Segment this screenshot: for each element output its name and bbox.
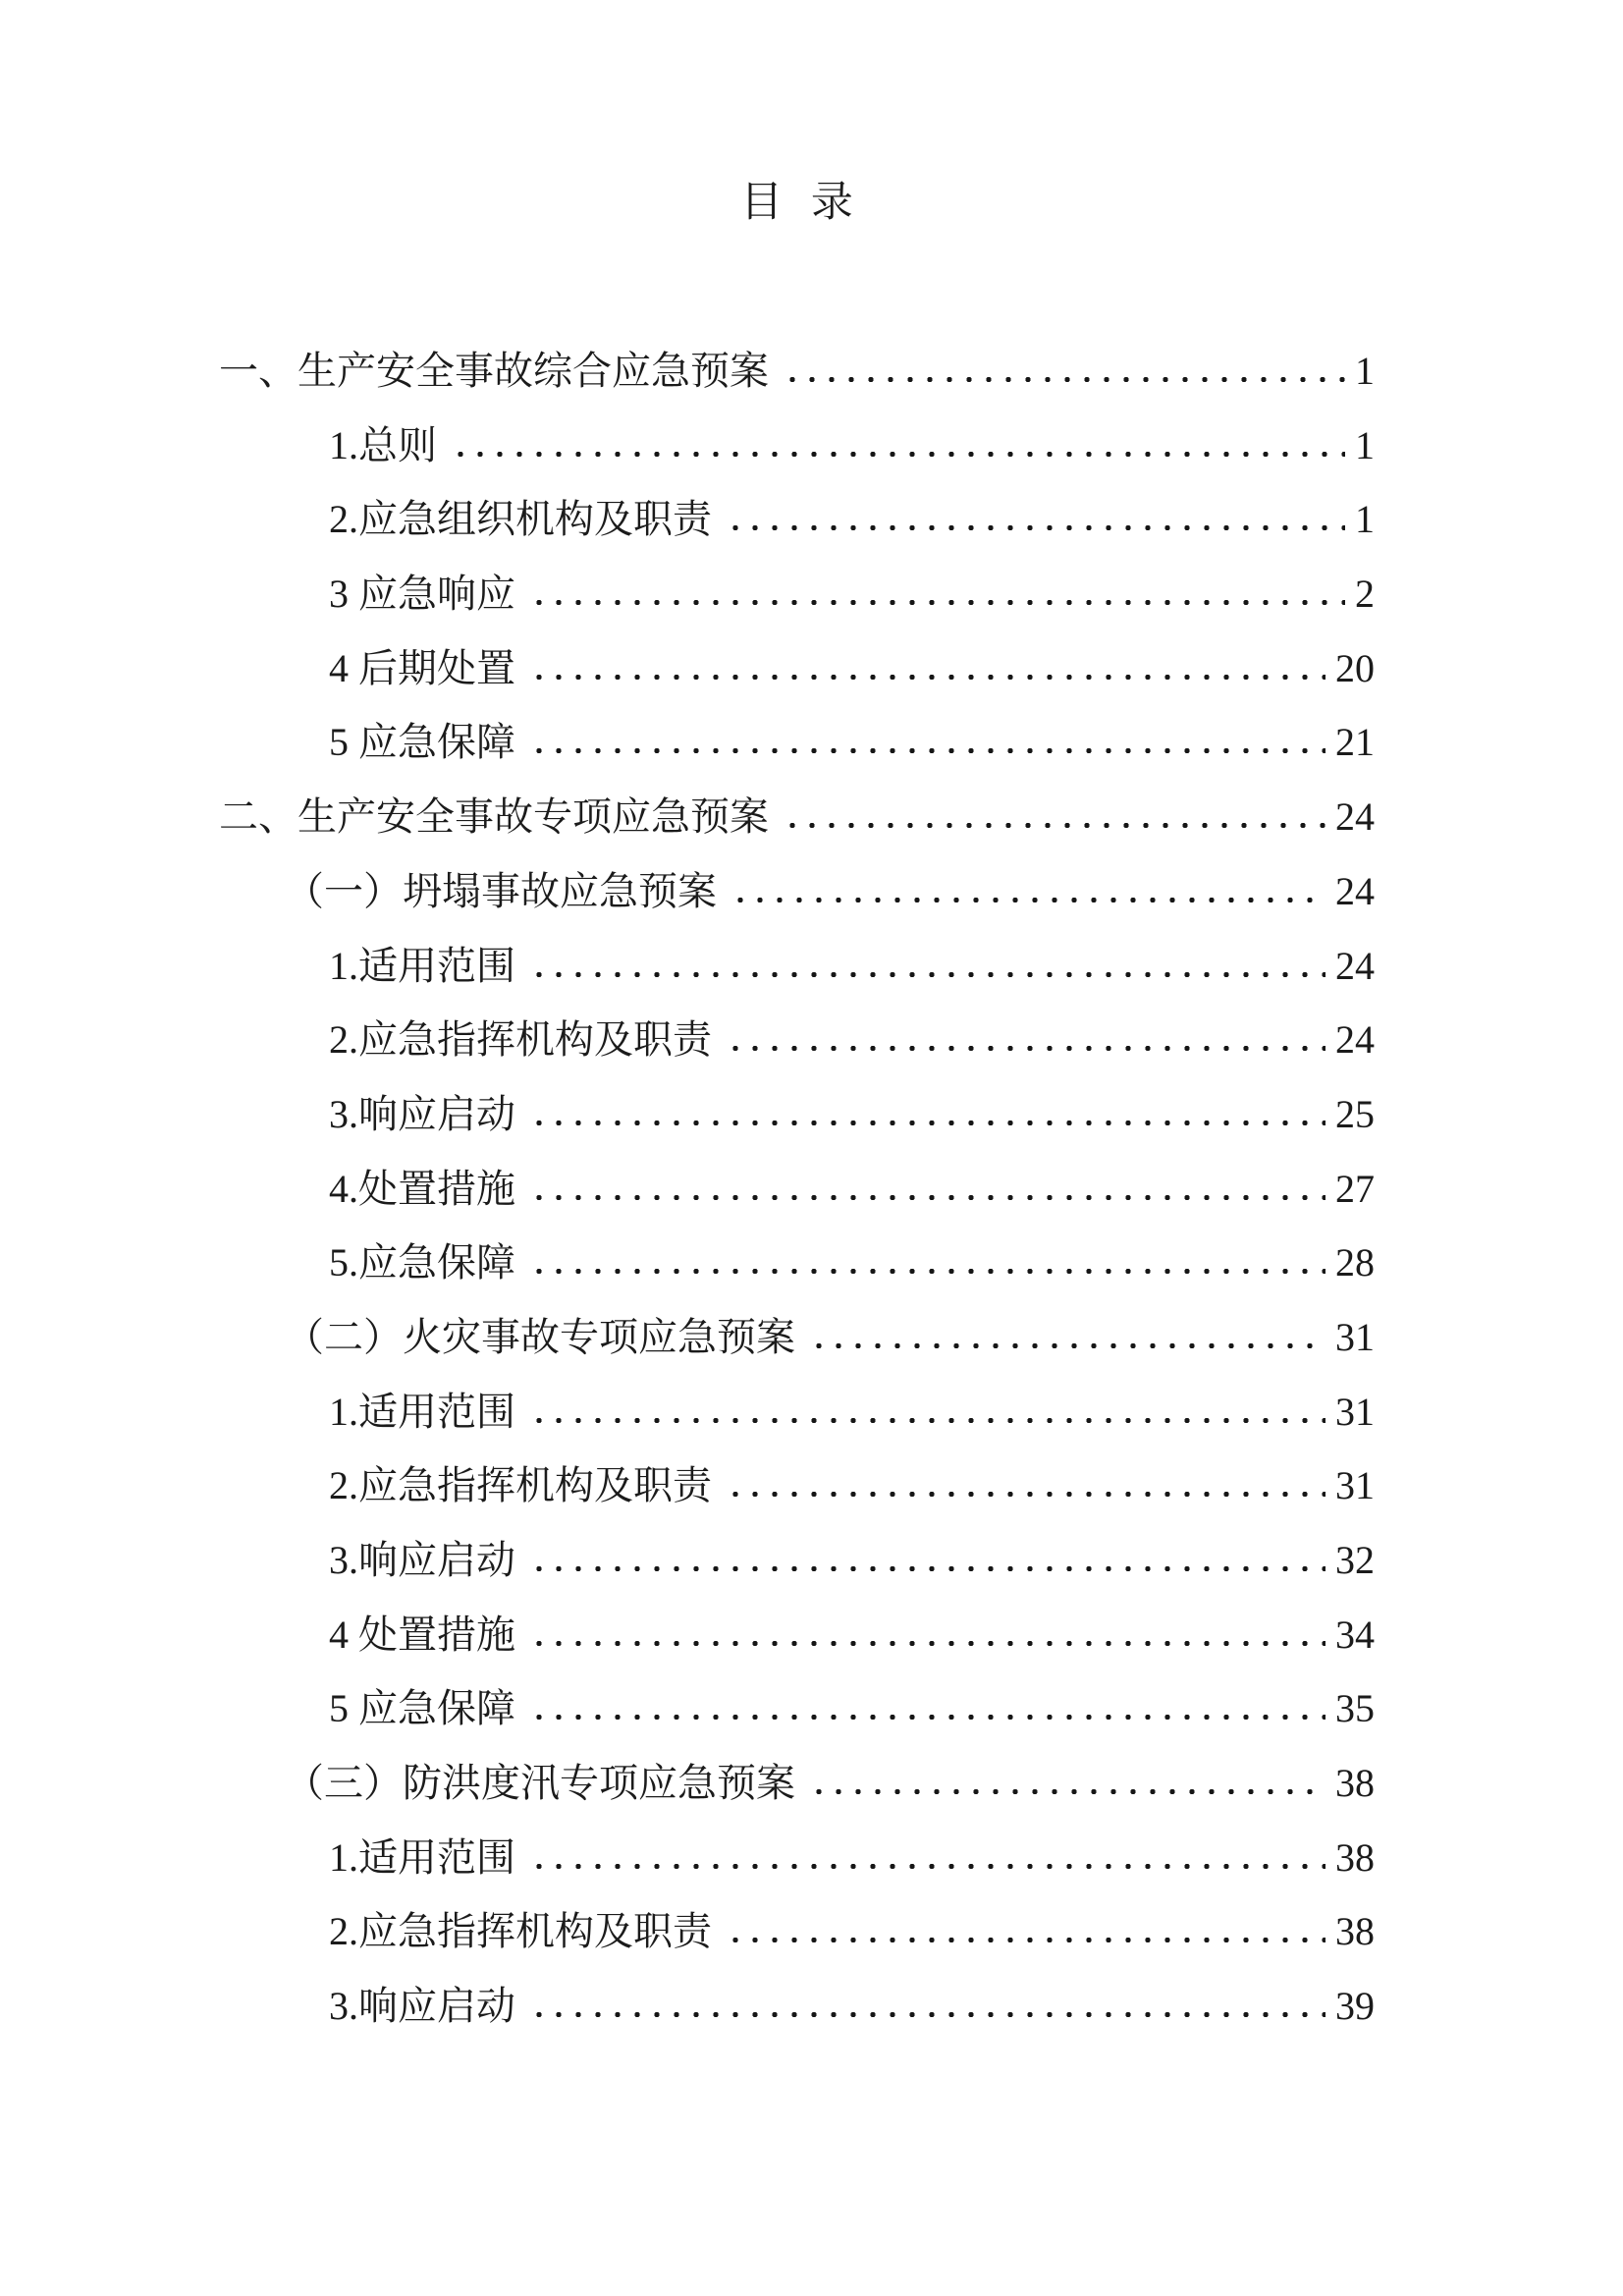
toc-entry-label: 1.总则 [329,422,437,467]
toc-page-number: 2 [1355,572,1375,617]
toc-entry [0,1077,1623,1152]
toc-page-number: 38 [1335,1909,1375,1954]
toc-entry [0,854,1623,929]
toc-entry [0,1300,1623,1375]
toc-page-number: 38 [1335,1761,1375,1806]
toc-page-number: 28 [1335,1240,1375,1285]
toc-entry [0,557,1623,631]
toc-page-number: 24 [1335,868,1375,913]
toc-dot-leader [529,1193,1325,1202]
toc-entry [0,1449,1623,1523]
toc-entry [0,1375,1623,1449]
toc-entry [0,1598,1623,1672]
toc-dot-leader [529,2010,1325,2019]
toc-dot-leader [529,1862,1325,1871]
toc-page-number: 1 [1355,422,1375,467]
toc-page-number: 1 [1355,497,1375,542]
toc-entry [0,780,1623,854]
toc-dot-leader [529,1416,1325,1425]
toc-entry [0,1226,1623,1300]
toc-page-number: 31 [1335,1389,1375,1434]
toc-page-number: 31 [1335,1463,1375,1508]
toc-page-number: 1 [1355,349,1375,393]
toc-entry-label: 2.应急指挥机构及职责 [329,1463,712,1508]
toc-entry-label: 2.应急指挥机构及职责 [329,1017,712,1063]
toc-entry-label: 一、生产安全事故综合应急预案 [219,349,769,393]
toc-entry-label: 2.应急指挥机构及职责 [329,1909,712,1954]
toc-dot-leader [529,673,1325,682]
toc-page-number: 25 [1335,1091,1375,1136]
toc-entry [0,1523,1623,1598]
toc-entry-label: 1.适用范围 [329,1834,515,1880]
toc-entry-label: 3.响应启动 [329,1984,515,2029]
toc-dot-leader [809,1787,1325,1796]
toc-page-number: 24 [1335,794,1375,840]
toc-page-number: 21 [1335,720,1375,765]
toc-dot-leader [783,375,1345,384]
page-title: 目 录 [740,180,853,226]
toc-entry-label: 2.应急组织机构及职责 [329,497,712,542]
toc-page-number: 27 [1335,1166,1375,1211]
toc-dot-leader [529,1267,1325,1276]
toc-entry [0,334,1623,409]
toc-entry-label: （一）坍塌事故应急预案 [285,868,717,913]
toc-entry-label: （三）防洪度汛专项应急预案 [285,1761,795,1806]
toc-page-number: 24 [1335,1017,1375,1063]
toc-entry-label: 二、生产安全事故专项应急预案 [219,794,769,840]
toc-page-number: 35 [1335,1686,1375,1731]
toc-page-number: 38 [1335,1834,1375,1880]
toc-dot-leader [529,1119,1325,1127]
toc-dot-leader [529,970,1325,979]
toc-page-number: 31 [1335,1314,1375,1359]
toc-entry-label: 3.响应启动 [329,1538,515,1582]
toc-entry-label: 5 应急保障 [329,720,515,765]
toc-entry-label: 4 处置措施 [329,1612,515,1657]
table-of-contents [0,334,1623,2044]
toc-entry-label: 3 应急响应 [329,572,515,617]
toc-dot-leader [726,1044,1325,1053]
toc-dot-leader [809,1341,1325,1350]
toc-entry [0,1003,1623,1077]
toc-entry [0,482,1623,557]
toc-dot-leader [726,523,1345,532]
toc-dot-leader [783,821,1325,830]
toc-page-number: 39 [1335,1984,1375,2029]
toc-page-number: 20 [1335,645,1375,690]
toc-entry [0,705,1623,780]
toc-entry-label: 5.应急保障 [329,1240,515,1285]
toc-dot-leader [529,1564,1325,1573]
toc-dot-leader [529,1639,1325,1648]
toc-entry-label: 4 后期处置 [329,645,515,690]
toc-entry-label: 3.响应启动 [329,1091,515,1136]
toc-entry [0,929,1623,1004]
toc-page-number: 24 [1335,943,1375,988]
toc-entry [0,1894,1623,1969]
toc-dot-leader [726,1936,1325,1944]
toc-dot-leader [451,450,1345,459]
toc-page-number: 32 [1335,1538,1375,1582]
toc-entry-label: （二）火灾事故专项应急预案 [285,1314,795,1359]
toc-page-number: 34 [1335,1612,1375,1657]
toc-entry [0,1671,1623,1746]
toc-dot-leader [529,746,1325,755]
toc-entry [0,1746,1623,1821]
toc-entry [0,409,1623,483]
toc-entry-label: 5 应急保障 [329,1686,515,1731]
toc-dot-leader [730,896,1325,904]
toc-entry [0,1969,1623,2044]
toc-entry [0,1821,1623,1895]
toc-dot-leader [529,1713,1325,1722]
toc-entry [0,631,1623,706]
toc-dot-leader [529,598,1345,607]
toc-dot-leader [726,1490,1325,1499]
toc-entry [0,1152,1623,1227]
toc-entry-label: 4.处置措施 [329,1166,515,1211]
toc-entry-label: 1.适用范围 [329,943,515,988]
toc-entry-label: 1.适用范围 [329,1389,515,1434]
